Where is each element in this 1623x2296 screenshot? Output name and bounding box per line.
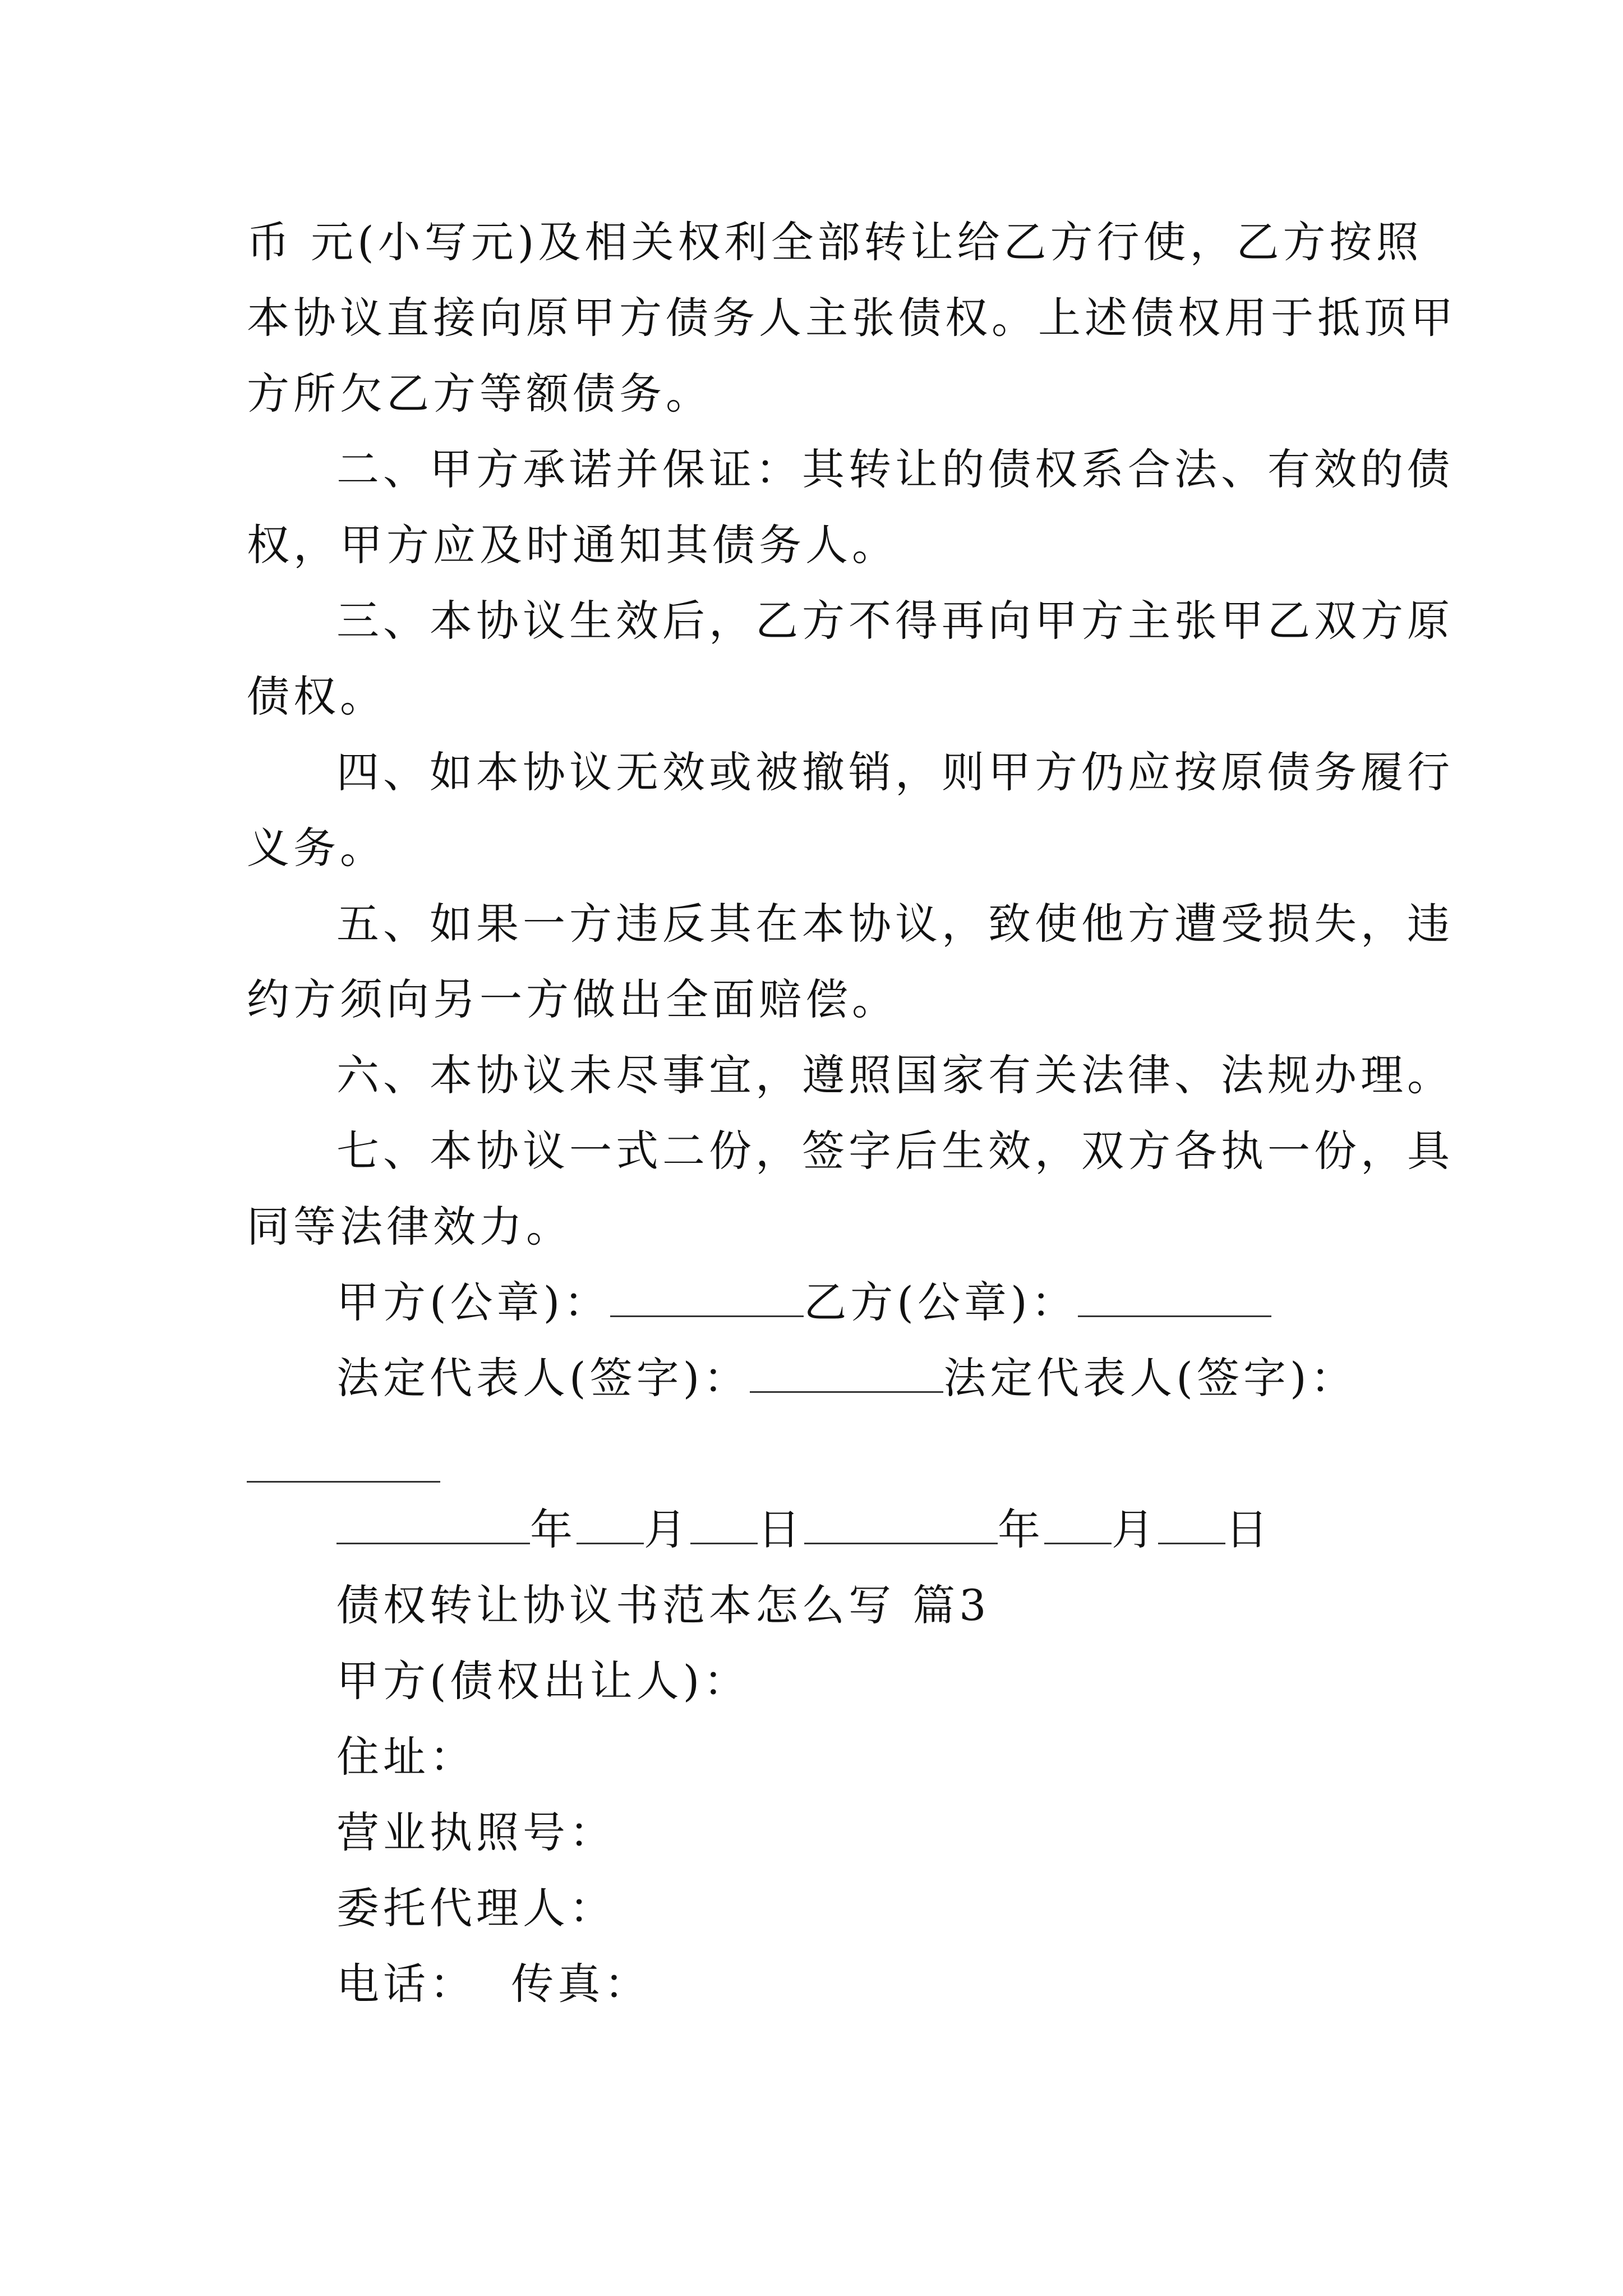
- clause-5-line-2: 约方须向另一方做出全面赔偿。: [247, 974, 898, 1024]
- party-a-seal-blank: [610, 1281, 804, 1317]
- seal-row: [336, 1274, 1271, 1331]
- date-a-year-label: 年: [530, 1504, 577, 1554]
- agent-label: 委托代理人：: [336, 1883, 616, 1933]
- clause-5-line-1: 五、如果一方违反其在本协议，致使他方遭受损失，违: [336, 899, 1454, 949]
- party-b-representative-label: 法定代表人(签字)：: [943, 1353, 1357, 1403]
- date-b-day-label: 日: [1225, 1504, 1272, 1554]
- date-a-month-label: 月: [644, 1504, 690, 1554]
- date-b-day-blank: [1158, 1508, 1225, 1544]
- date-row: [336, 1502, 1272, 1558]
- party-a-representative-blank: [750, 1356, 943, 1393]
- date-a-day-blank: [690, 1508, 758, 1544]
- clause-3-line-2: 债权。: [247, 671, 386, 721]
- clause-2-line-2: 权，甲方应及时通知其债务人。: [247, 520, 898, 570]
- paragraph-1-line-2: 本协议直接向原甲方债务人主张债权。上述债权用于抵顶甲: [247, 293, 1457, 343]
- party-b-seal-label: 乙方(公章)：: [804, 1277, 1078, 1327]
- clause-7-line-2: 同等法律效力。: [247, 1202, 573, 1251]
- date-a-year-blank: [336, 1508, 530, 1544]
- paragraph-1-line-3: 方所欠乙方等额债务。: [247, 369, 712, 418]
- section-3-heading: 债权转让协议书范本怎么写 篇3: [336, 1580, 990, 1630]
- contact-row: [336, 1956, 651, 2012]
- party-b-seal-blank: [1078, 1281, 1271, 1317]
- clause-4-line-2: 义务。: [247, 823, 386, 873]
- party-a-representative-label: 法定代表人(签字)：: [336, 1353, 750, 1403]
- party-a-assignor-label: 甲方(债权出让人)：: [336, 1656, 750, 1706]
- clause-2-line-1: 二、甲方承诺并保证：其转让的债权系合法、有效的债: [336, 444, 1454, 494]
- party-a-seal-label: 甲方(公章)：: [336, 1277, 611, 1327]
- date-a-month-blank: [577, 1508, 644, 1544]
- date-a-day-label: 日: [758, 1504, 804, 1554]
- business-license-label: 营业执照号：: [336, 1807, 616, 1857]
- fax-label: 传真：: [511, 1959, 651, 2009]
- date-b-month-label: 月: [1112, 1504, 1158, 1554]
- clause-6-line-1: 六、本协议未尽事宜，遵照国家有关法律、法规办理。: [336, 1050, 1454, 1100]
- address-label: 住址：: [336, 1732, 476, 1782]
- clause-3-line-1: 三、本协议生效后，乙方不得再向甲方主张甲乙双方原: [336, 596, 1454, 646]
- party-b-representative-blank: [247, 1481, 440, 1483]
- phone-label: 电话：: [336, 1959, 476, 2009]
- date-b-year-blank: [804, 1508, 998, 1544]
- representative-row: [336, 1350, 1357, 1406]
- paragraph-1-line-1: 币 元(小写元)及相关权利全部转让给乙方行使，乙方按照: [247, 217, 1423, 267]
- date-b-year-label: 年: [998, 1504, 1044, 1554]
- date-b-month-blank: [1044, 1508, 1112, 1544]
- clause-7-line-1: 七、本协议一式二份，签字后生效，双方各执一份，具: [336, 1126, 1454, 1176]
- clause-4-line-1: 四、如本协议无效或被撤销，则甲方仍应按原债务履行: [336, 747, 1454, 797]
